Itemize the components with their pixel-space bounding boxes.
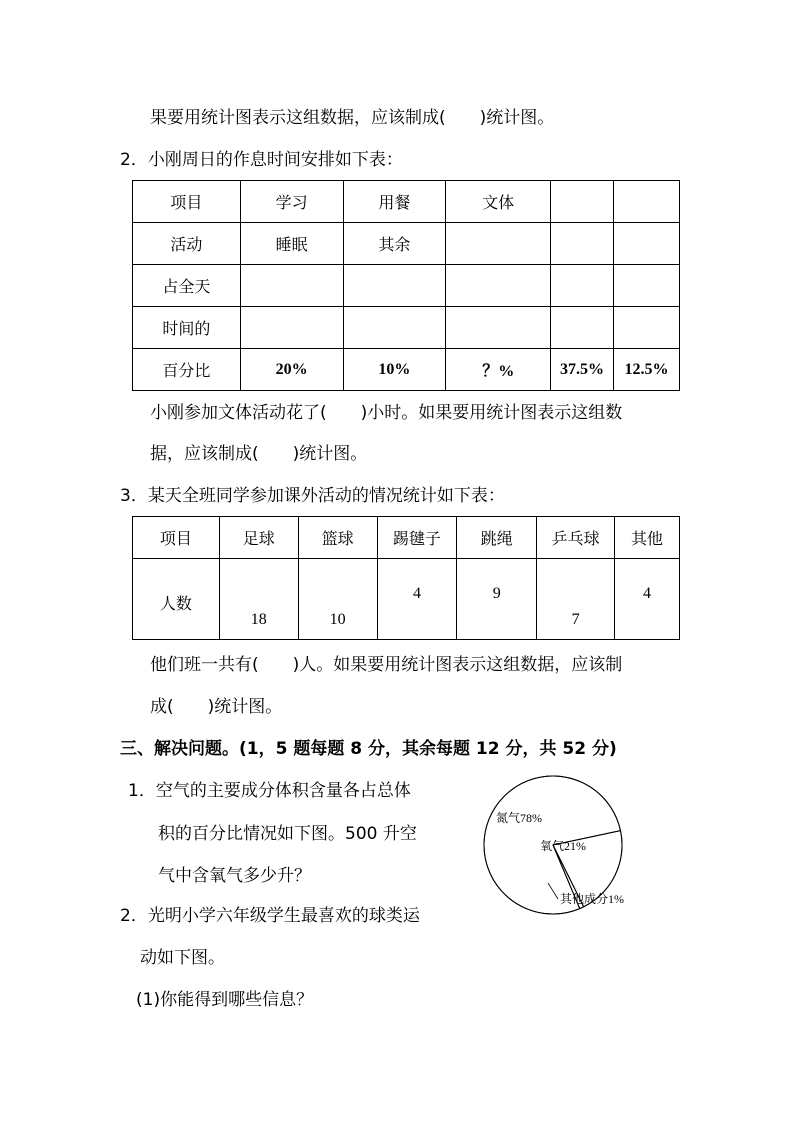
row-label: 人数 [159, 594, 192, 613]
table-cell [614, 307, 680, 349]
table-cell: 项目 [133, 181, 241, 223]
pie-label-nitrogen: 氮气78% [496, 811, 542, 825]
table-cell [343, 307, 446, 349]
table-row [133, 181, 680, 223]
schedule-table [132, 180, 680, 391]
table-cell [615, 559, 680, 640]
q2-prompt: 2．小刚周日的作息时间安排如下表： [120, 150, 403, 170]
table-cell [551, 265, 614, 307]
table-cell: 文体 [446, 181, 551, 223]
table-row [133, 265, 680, 307]
table-cell [240, 265, 343, 307]
table-cell [614, 223, 680, 265]
count-value: 7 [571, 611, 580, 628]
problem-1-line-2: 积的百分比情况如下图。500 升空 [158, 824, 417, 844]
table-cell: 12.5% [614, 349, 680, 391]
q3-prompt: 3．某天全班同学参加课外活动的情况统计如下表： [120, 486, 505, 506]
pie-label-oxygen: 氧气21% [540, 839, 586, 853]
count-value: 9 [492, 585, 501, 602]
table-cell [446, 307, 551, 349]
table-header-cell: 跳绳 [457, 517, 537, 559]
table-row [133, 349, 680, 391]
table-cell [446, 265, 551, 307]
q3-follow-line-2: 成( )统计图。 [150, 697, 283, 717]
table-cell: 其余 [343, 223, 446, 265]
table-cell: 百分比 [133, 349, 241, 391]
count-value: 18 [250, 611, 267, 628]
table-cell: 时间的 [133, 307, 241, 349]
count-value: 4 [643, 585, 652, 602]
table-cell: 10% [343, 349, 446, 391]
table-cell: 学习 [240, 181, 343, 223]
table-cell: 活动 [133, 223, 241, 265]
table-cell: 用餐 [343, 181, 446, 223]
table-cell [614, 181, 680, 223]
table-cell [551, 181, 614, 223]
pie-label-other: 其他成分1% [560, 892, 624, 906]
table-cell [614, 265, 680, 307]
table-header-cell: 篮球 [298, 517, 377, 559]
table-row [133, 307, 680, 349]
table-row [133, 223, 680, 265]
activity-table [132, 516, 680, 640]
q2-follow-line-1: 小刚参加文体活动花了( )小时。如果要用统计图表示这组数 [150, 403, 623, 423]
table-cell [551, 223, 614, 265]
table-cell [457, 559, 537, 640]
table-cell [446, 223, 551, 265]
table-row [133, 517, 680, 559]
q3-follow-line-1: 他们班一共有( )人。如果要用统计图表示这组数据，应该制 [150, 655, 623, 675]
table-cell [133, 559, 220, 640]
problem-1-line-1: 1．空气的主要成分体积含量各占总体 [128, 781, 411, 801]
section-title: 三、解决问题。(1，5 题每题 8 分，其余每题 12 分，共 52 分) [120, 739, 617, 759]
count-value: 10 [329, 611, 346, 628]
problem-2-line-2: 动如下图。 [140, 948, 225, 968]
table-header-cell: 乒乓球 [537, 517, 615, 559]
table-header-cell: 其他 [615, 517, 680, 559]
table-cell [298, 559, 377, 640]
table-cell: 睡眠 [240, 223, 343, 265]
table-cell [240, 307, 343, 349]
problem-1-line-3: 气中含氧气多少升？ [158, 866, 311, 886]
table-cell [551, 307, 614, 349]
table-cell: 占全天 [133, 265, 241, 307]
q2-follow-line-2: 据，应该制成( )统计图。 [150, 444, 368, 464]
top-line: 果要用统计图表示这组数据，应该制成( )统计图。 [150, 108, 555, 128]
table-cell [343, 265, 446, 307]
air-composition-pie-chart [472, 775, 672, 925]
table-header-cell: 项目 [133, 517, 220, 559]
table-cell: 37.5% [551, 349, 614, 391]
count-value: 4 [412, 585, 421, 602]
table-header-cell: 足球 [219, 517, 298, 559]
table-cell: ？% [446, 349, 551, 391]
table-cell: 20% [240, 349, 343, 391]
table-cell [377, 559, 457, 640]
table-row [133, 559, 680, 640]
table-cell [537, 559, 615, 640]
problem-2-sub-1: (1)你能得到哪些信息？ [136, 990, 314, 1010]
problem-2-line-1: 2．光明小学六年级学生最喜欢的球类运 [120, 906, 420, 926]
table-header-cell: 踢毽子 [377, 517, 457, 559]
table-cell [219, 559, 298, 640]
